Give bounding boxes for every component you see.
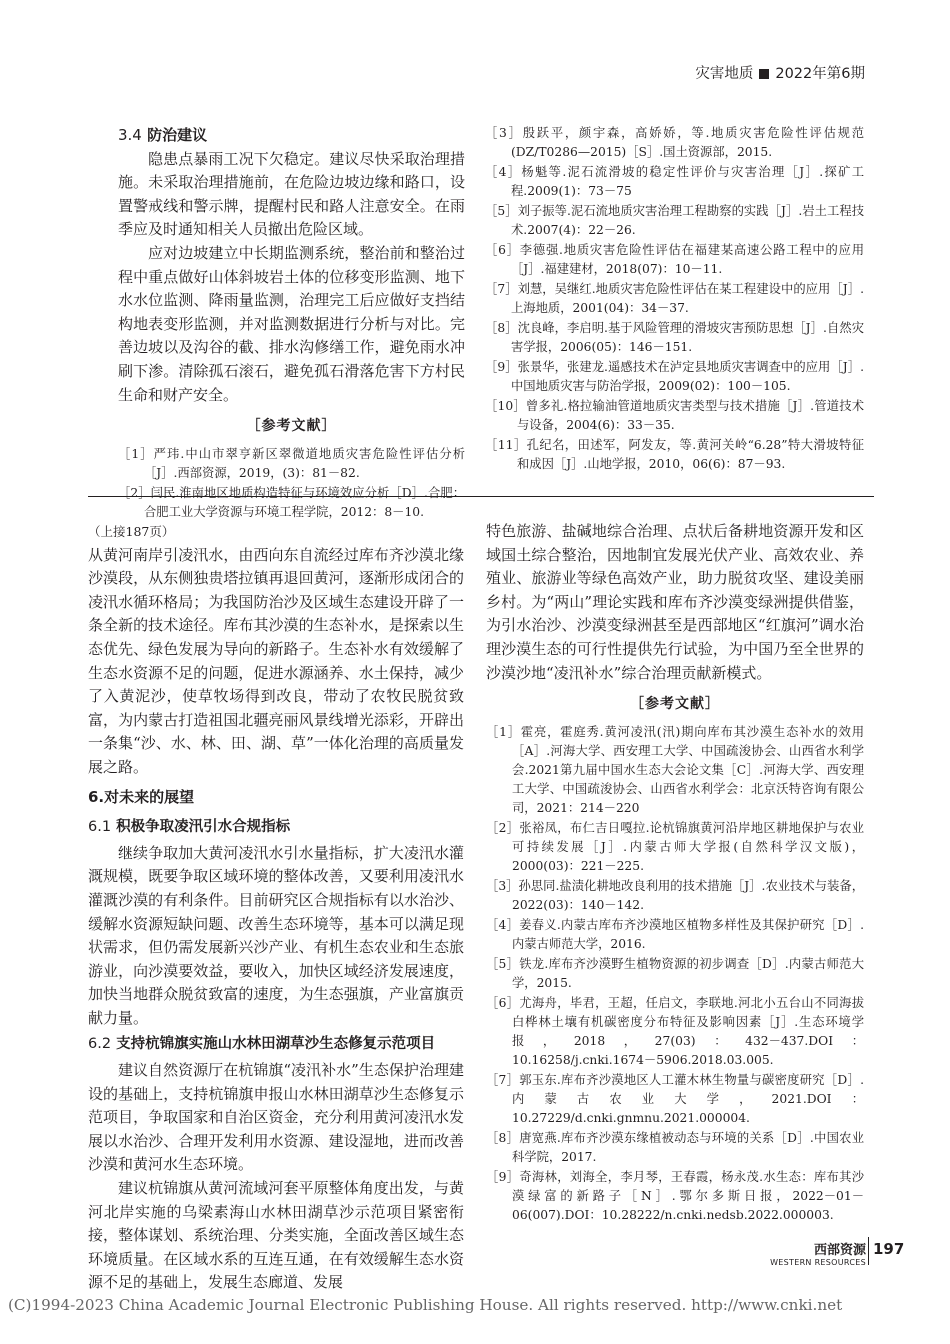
section-6-2-heading: [88, 1032, 464, 1057]
reference-item: ［1］霍亮，霍庭秀.黄河凌汛(汛)期向库布其沙漠生态补水的效用［A］.河海大学、西安理工大学、中国疏浚协会、山西省水利学会.2021第九届中国水生态大会论文集［C］.河海大学、西安理工大学、中国疏浚协会、山西省水利学会：北京沃特咨询有限公司，2021：214－220: [486, 724, 864, 815]
square-bullet-icon: [759, 69, 769, 79]
upper-right-column: [485, 124, 864, 475]
section-6-heading: 6.对未来的展望: [88, 787, 195, 806]
copyright-line: (C)1994-2023 China Academic Journal Electronic Publishing House. All rights reserved. http://www.cnki.net: [8, 1296, 843, 1314]
references-title: ［参考文献］: [246, 418, 337, 435]
reference-item: ［8］唐宽燕.库布齐沙漠东缘植被动态与环境的关系［D］.中国农业科学院，2017.: [486, 1130, 864, 1164]
reference-item: ［10］曾多礼.格拉输油管道地质灾害类型与技术措施［J］.管道技术与设备，2004(6)：33－35.: [485, 399, 864, 432]
paragraph: 建议自然资源厅在杭锦旗“凌汛补水”生态保护治理建设的基础上，支持杭锦旗申报山水林田湖草沙生态修复示范项目，争取国家和自治区资金，充分利用黄河凌汛水发展以水治沙、合理开发利用水资源、建设湿地，进而改善沙漠和黄河水生态环境。: [88, 1061, 464, 1174]
reference-item: ［7］郭玉东.库布齐沙漠地区人工灌木林生物量与碳密度研究［D］.内蒙古农业大学，2021.DOI：10.27229/d.cnki.gnmnu.2021.000004.: [486, 1072, 864, 1125]
paragraph: 从黄河南岸引凌汛水，由西向东自流经过库布齐沙漠北缘沙漠段，从东侧独贵塔拉镇再退回黄河，逐渐形成闭合的凌汛水循环格局；为我国防治沙及区域生态建设开辟了一条全新的技术途径。库布其沙漠的生态补水，是探索以生态优先、绿色发展为导向的新路子。生态补水有效缓解了生态水资源不足的问题，促进水源涵养、水土保持，减少了入黄泥沙，使草牧场得到改良，带动了农牧民脱贫致富，为内蒙古打造祖国北疆亮丽风景线增光添彩，开辟出一条集“沙、水、林、田、湖、草”一体化治理的高质量发展之路。: [88, 545, 464, 776]
footer-divider: [868, 1237, 869, 1265]
reference-item: ［3］孙思同.盐渍化耕地改良利用的技术措施［J］.农业技术与装备，2022(03)：140－142.: [486, 878, 864, 912]
reference-item: ［4］杨魁等.泥石流滑坡的稳定性评价与灾害治理［J］.探矿工程.2009(1)：73－75: [485, 165, 864, 198]
reference-item: ［7］刘慧，吴继红.地质灾害危险性评估在某工程建设中的应用［J］.上海地质，2001(04)：34－37.: [485, 282, 864, 315]
running-head: [695, 62, 865, 83]
footer-magazine: [770, 1239, 866, 1267]
section-3-4-heading: [118, 124, 465, 148]
reference-item: ［2］闫民.淮南地区地质构造特征与环境效应分析［D］.合肥：合肥工业大学资源与环境工程学院，2012：8－10.: [118, 485, 465, 519]
reference-item: ［11］孔纪名，田述军，阿发友，等.黄河关岭“6.28”特大滑坡特征和成因［J］.山地学报，2010，06(6)：87－93.: [485, 438, 864, 471]
paragraph: 特色旅游、盐碱地综合治理、点状后备耕地资源开发和区域国土综合整治，因地制宜发展光伏产业、高效农业、养殖业、旅游业等绿色高效产业，助力脱贫攻坚、建设美丽乡村。为“两山”理论实践和库布齐沙漠变绿洲提供借鉴，为引水治沙、沙漠变绿洲甚至是西部地区“红旗河”调水治理沙漠生态的可行性提供先行试验，为中国乃至全世界的沙漠沙地“凌汛补水”综合治理贡献新模式。: [486, 522, 864, 682]
lower-left-column: [88, 520, 464, 1295]
section-number: 6.1: [88, 819, 112, 836]
reference-item: ［6］李德强.地质灾害危险性评估在福建某高速公路工程中的应用［J］.福建建材，2018(07)：10－11.: [485, 243, 864, 276]
year-issue: 2022年第6期: [775, 66, 865, 82]
reference-item: ［4］姜春义.内蒙古库布齐沙漠地区植物多样性及其保护研究［D］.内蒙古师范大学，2016.: [486, 917, 864, 951]
upper-left-column: [118, 124, 465, 523]
reference-item: ［3］殷跃平，颜宇森，高娇娇，等.地质灾害危险性评估规范(DZ/T0286—2015)［S］.国土资源部，2015.: [485, 126, 864, 159]
reference-item: ［5］刘子振等.泥石流地质灾害治理工程勘察的实践［J］.岩土工程技术.2007(4)：22－26.: [485, 204, 864, 237]
paragraph: 建议杭锦旗从黄河流域河套平原整体角度出发，与黄河北岸实施的乌梁素海山水林田湖草沙示范项目紧密衔接，整体谋划、系统治理、分类实施，全面改善区域生态环境质量。在区域水系的互连互通，在有效缓解生态水资源不足的基础上，发展生态廊道、发展: [88, 1179, 464, 1292]
paragraph: 应对边坡建立中长期监测系统，整治前和整治过程中重点做好山体斜坡岩土体的位移变形监测、地下水水位监测、降雨量监测，治理完工后应做好支挡结构地表变形监测，并对监测数据进行分析与对比。完善边坡以及沟谷的截、排水沟修缮工作，避免雨水冲刷下渗。清除孤石滚石，避免孤石滑落危害下方村民生命和财产安全。: [118, 243, 465, 404]
section-number: 6.2: [88, 1036, 112, 1053]
section-6-1-heading: [88, 815, 464, 840]
magazine-name-cn: 西部资源: [813, 1243, 866, 1258]
magazine-name-en: WESTERN RESOURCES: [770, 1258, 866, 1267]
reference-item: ［2］张裕凤，布仁吉日嘎拉.论杭锦旗黄河沿岸地区耕地保护与农业可持续发展［J］.内蒙古师大学报(自然科学汉文版)，2000(03)：221－225.: [486, 820, 864, 873]
section-divider: [88, 496, 874, 497]
section-title: 积极争取凌汛引水合规指标: [116, 818, 291, 836]
page-number: 197: [873, 1240, 905, 1258]
reference-item: ［8］沈良峰，李启明.基于风险管理的滑坡灾害预防思想［J］.自然灾害学报，2006(05)：146－151.: [485, 321, 864, 354]
reference-item: ［6］尤海舟，毕君，王超，任启文，李联地.河北小五台山不同海拔白桦林土壤有机碳密度分布特征及影响因素［J］.生态环境学报，2018，27(03)：432－437.DOI：10.16258/j.cnki.1674－5906.2018.03.005.: [486, 995, 864, 1067]
continued-note: （上接187页）: [88, 524, 175, 539]
reference-item: ［9］奇海林，刘海全，李月琴，王春霞，杨永茂.水生态：库布其沙漠绿富的新路子［N］.鄂尔多斯日报，2022－01－06(007).DOI：10.28222/n.cnki.nedsb.2022.000003.: [486, 1169, 864, 1222]
reference-item: ［5］铁龙.库布齐沙漠野生植物资源的初步调查［D］.内蒙古师范大学，2015.: [486, 956, 864, 990]
references-title: ［参考文献］: [630, 696, 720, 713]
journal-name: 灾害地质: [695, 66, 754, 82]
section-title: 支持杭锦旗实施山水林田湖草沙生态修复示范项目: [116, 1035, 436, 1053]
reference-item: ［1］严玮.中山市翠亨新区翠微道地质灾害危险性评估分析［J］.西部资源，2019，(3)：81－82.: [118, 446, 465, 480]
reference-item: ［9］张景华，张建龙.遥感技术在泸定县地质灾害调查中的应用［J］.中国地质灾害与防治学报，2009(02)：100－105.: [485, 360, 864, 393]
lower-right-column: [486, 520, 864, 1226]
section-title: 防治建议: [147, 126, 208, 144]
section-number: 3.4: [118, 126, 142, 144]
paragraph: 继续争取加大黄河凌汛水引水量指标，扩大凌汛水灌溉规模，既要争取区域环境的整体改善，又要利用凌汛水灌溉沙漠的有利条件。目前研究区合规指标有以水治沙、缓解水资源短缺问题、改善生态环境等，基本可以满足现状需求，但仍需发展新兴沙产业、有机生态农业和生态旅游业，向沙漠要效益，要收入，加快区域经济发展速度，加快当地群众脱贫致富的速度，为生态强旗，产业富旗贡献力量。: [88, 843, 464, 1027]
paragraph: 隐患点暴雨工况下欠稳定。建议尽快采取治理措施。未采取治理措施前，在危险边坡边缘和路口，设置警戒线和警示牌，提醒村民和路人注意安全。在雨季应及时通知相关人员撤出危险区域。: [118, 149, 465, 239]
